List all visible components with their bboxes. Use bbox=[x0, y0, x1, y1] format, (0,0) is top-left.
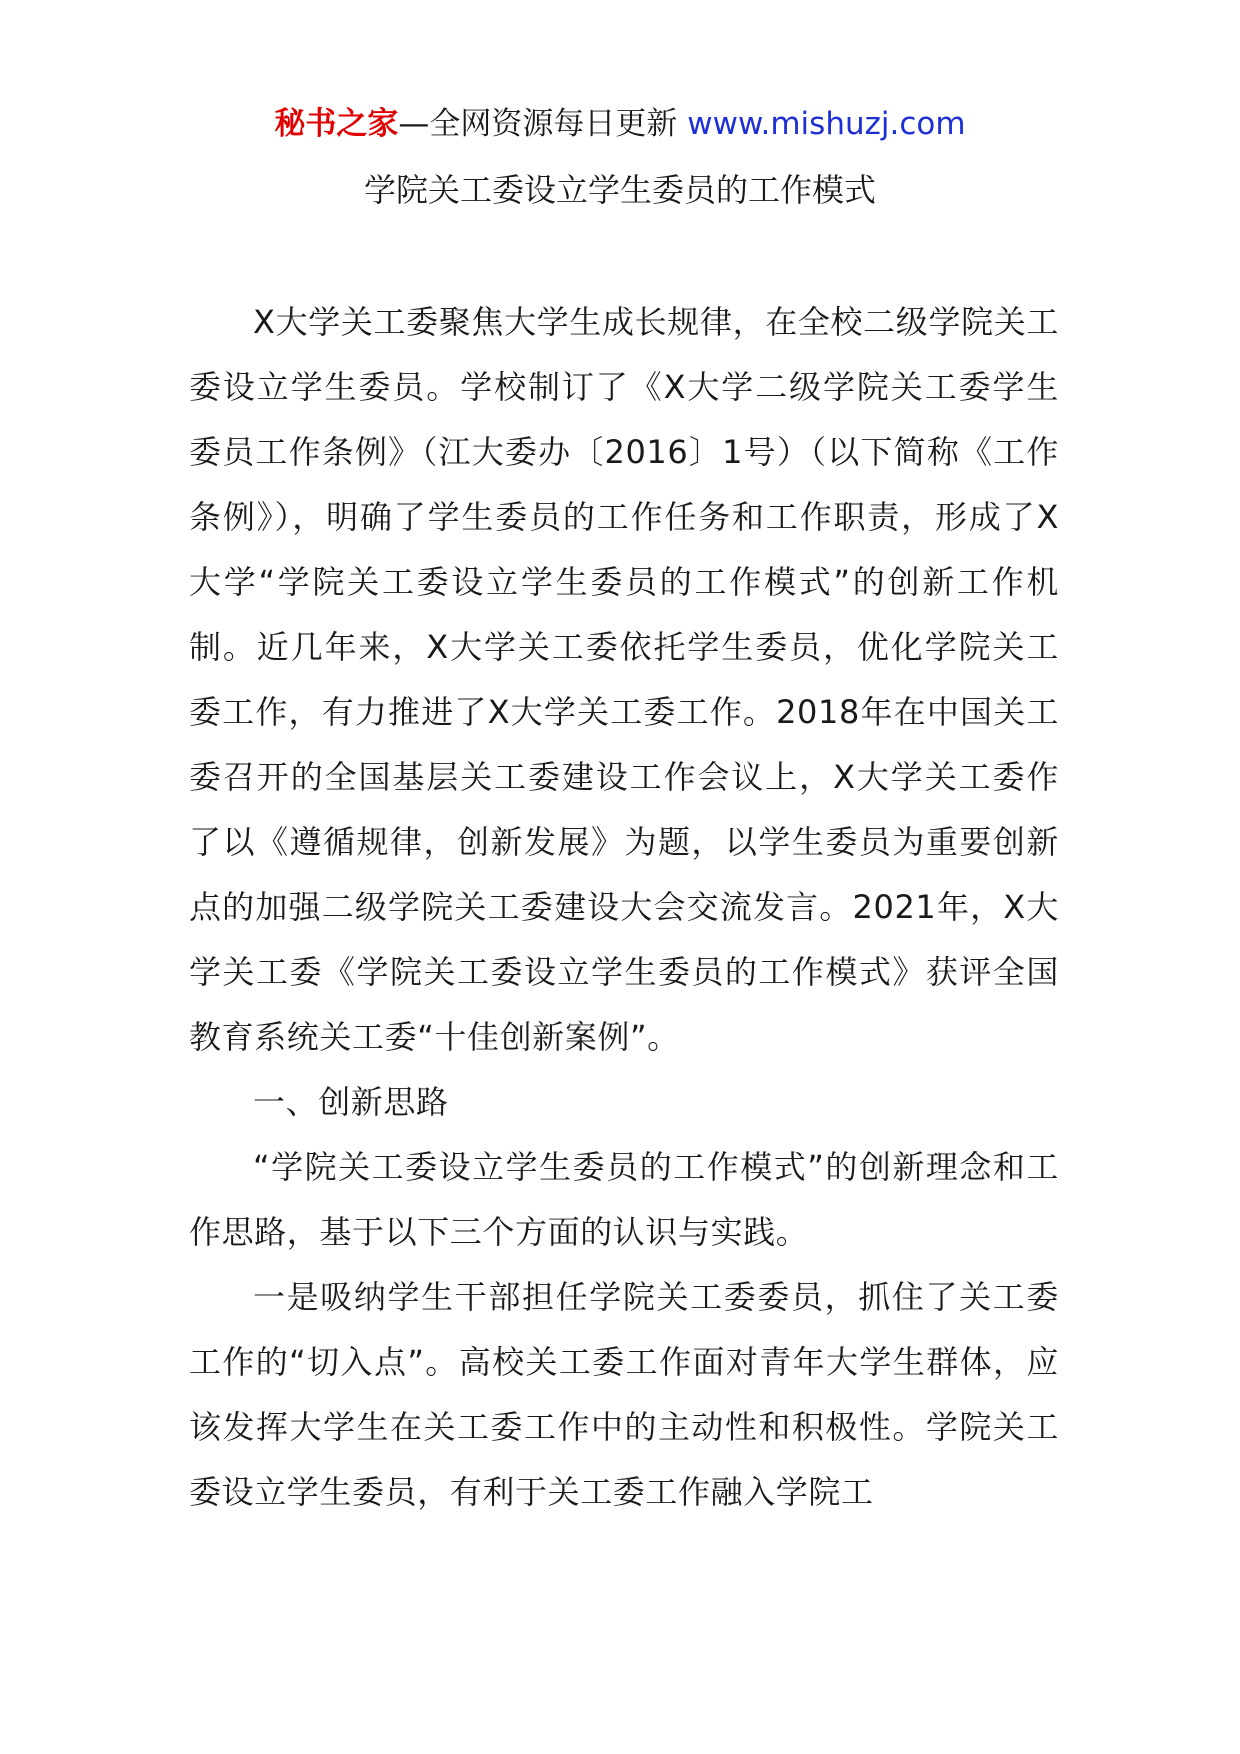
site-url-link[interactable]: www.mishuzj.com bbox=[687, 106, 966, 142]
site-banner bbox=[0, 100, 1240, 148]
paragraph-intro: X大学关工委聚焦大学生成长规律，在全校二级学院关工委设立学生委员。学校制订了《X大学二级学院关工委学生委员工作条例》（江大委办〔2016〕1号）（以下简称《工作条例》），明确了学生委员的工作任务和工作职责，形成了X大学“学院关工委设立学生委员的工作模式”的创新工作机制。近几年来，X大学关工委依托学生委员，优化学院关工委工作，有力推进了X大学关工委工作。2018年在中国关工委召开的全国基层关工委建设工作会议上，X大学关工委作了以《遵循规律，创新发展》为题，以学生委员为重要创新点的加强二级学院关工委建设大会交流发言。2021年，X大学关工委《学院关工委设立学生委员的工作模式》获评全国教育系统关工委“十佳创新案例”。 bbox=[189, 303, 1059, 1056]
paragraph-point-one: 一是吸纳学生干部担任学院关工委委员，抓住了关工委工作的“切入点”。高校关工委工作面对青年大学生群体，应该发挥大学生在关工委工作中的主动性和积极性。学院关工委设立学生委员，有利于关工委工作融入学院工 bbox=[189, 1278, 1059, 1511]
brand-name: 秘书之家 bbox=[274, 106, 399, 142]
document-body bbox=[189, 290, 1059, 1525]
section-heading-innovation-idea: 一、创新思路 bbox=[253, 1083, 449, 1121]
document-title: 学院关工委设立学生委员的工作模式 bbox=[363, 171, 876, 209]
banner-slogan: —全网资源每日更新 bbox=[398, 106, 678, 142]
paragraph-idea-summary: “学院关工委设立学生委员的工作模式”的创新理念和工作思路，基于以下三个方面的认识与实践。 bbox=[189, 1148, 1059, 1251]
